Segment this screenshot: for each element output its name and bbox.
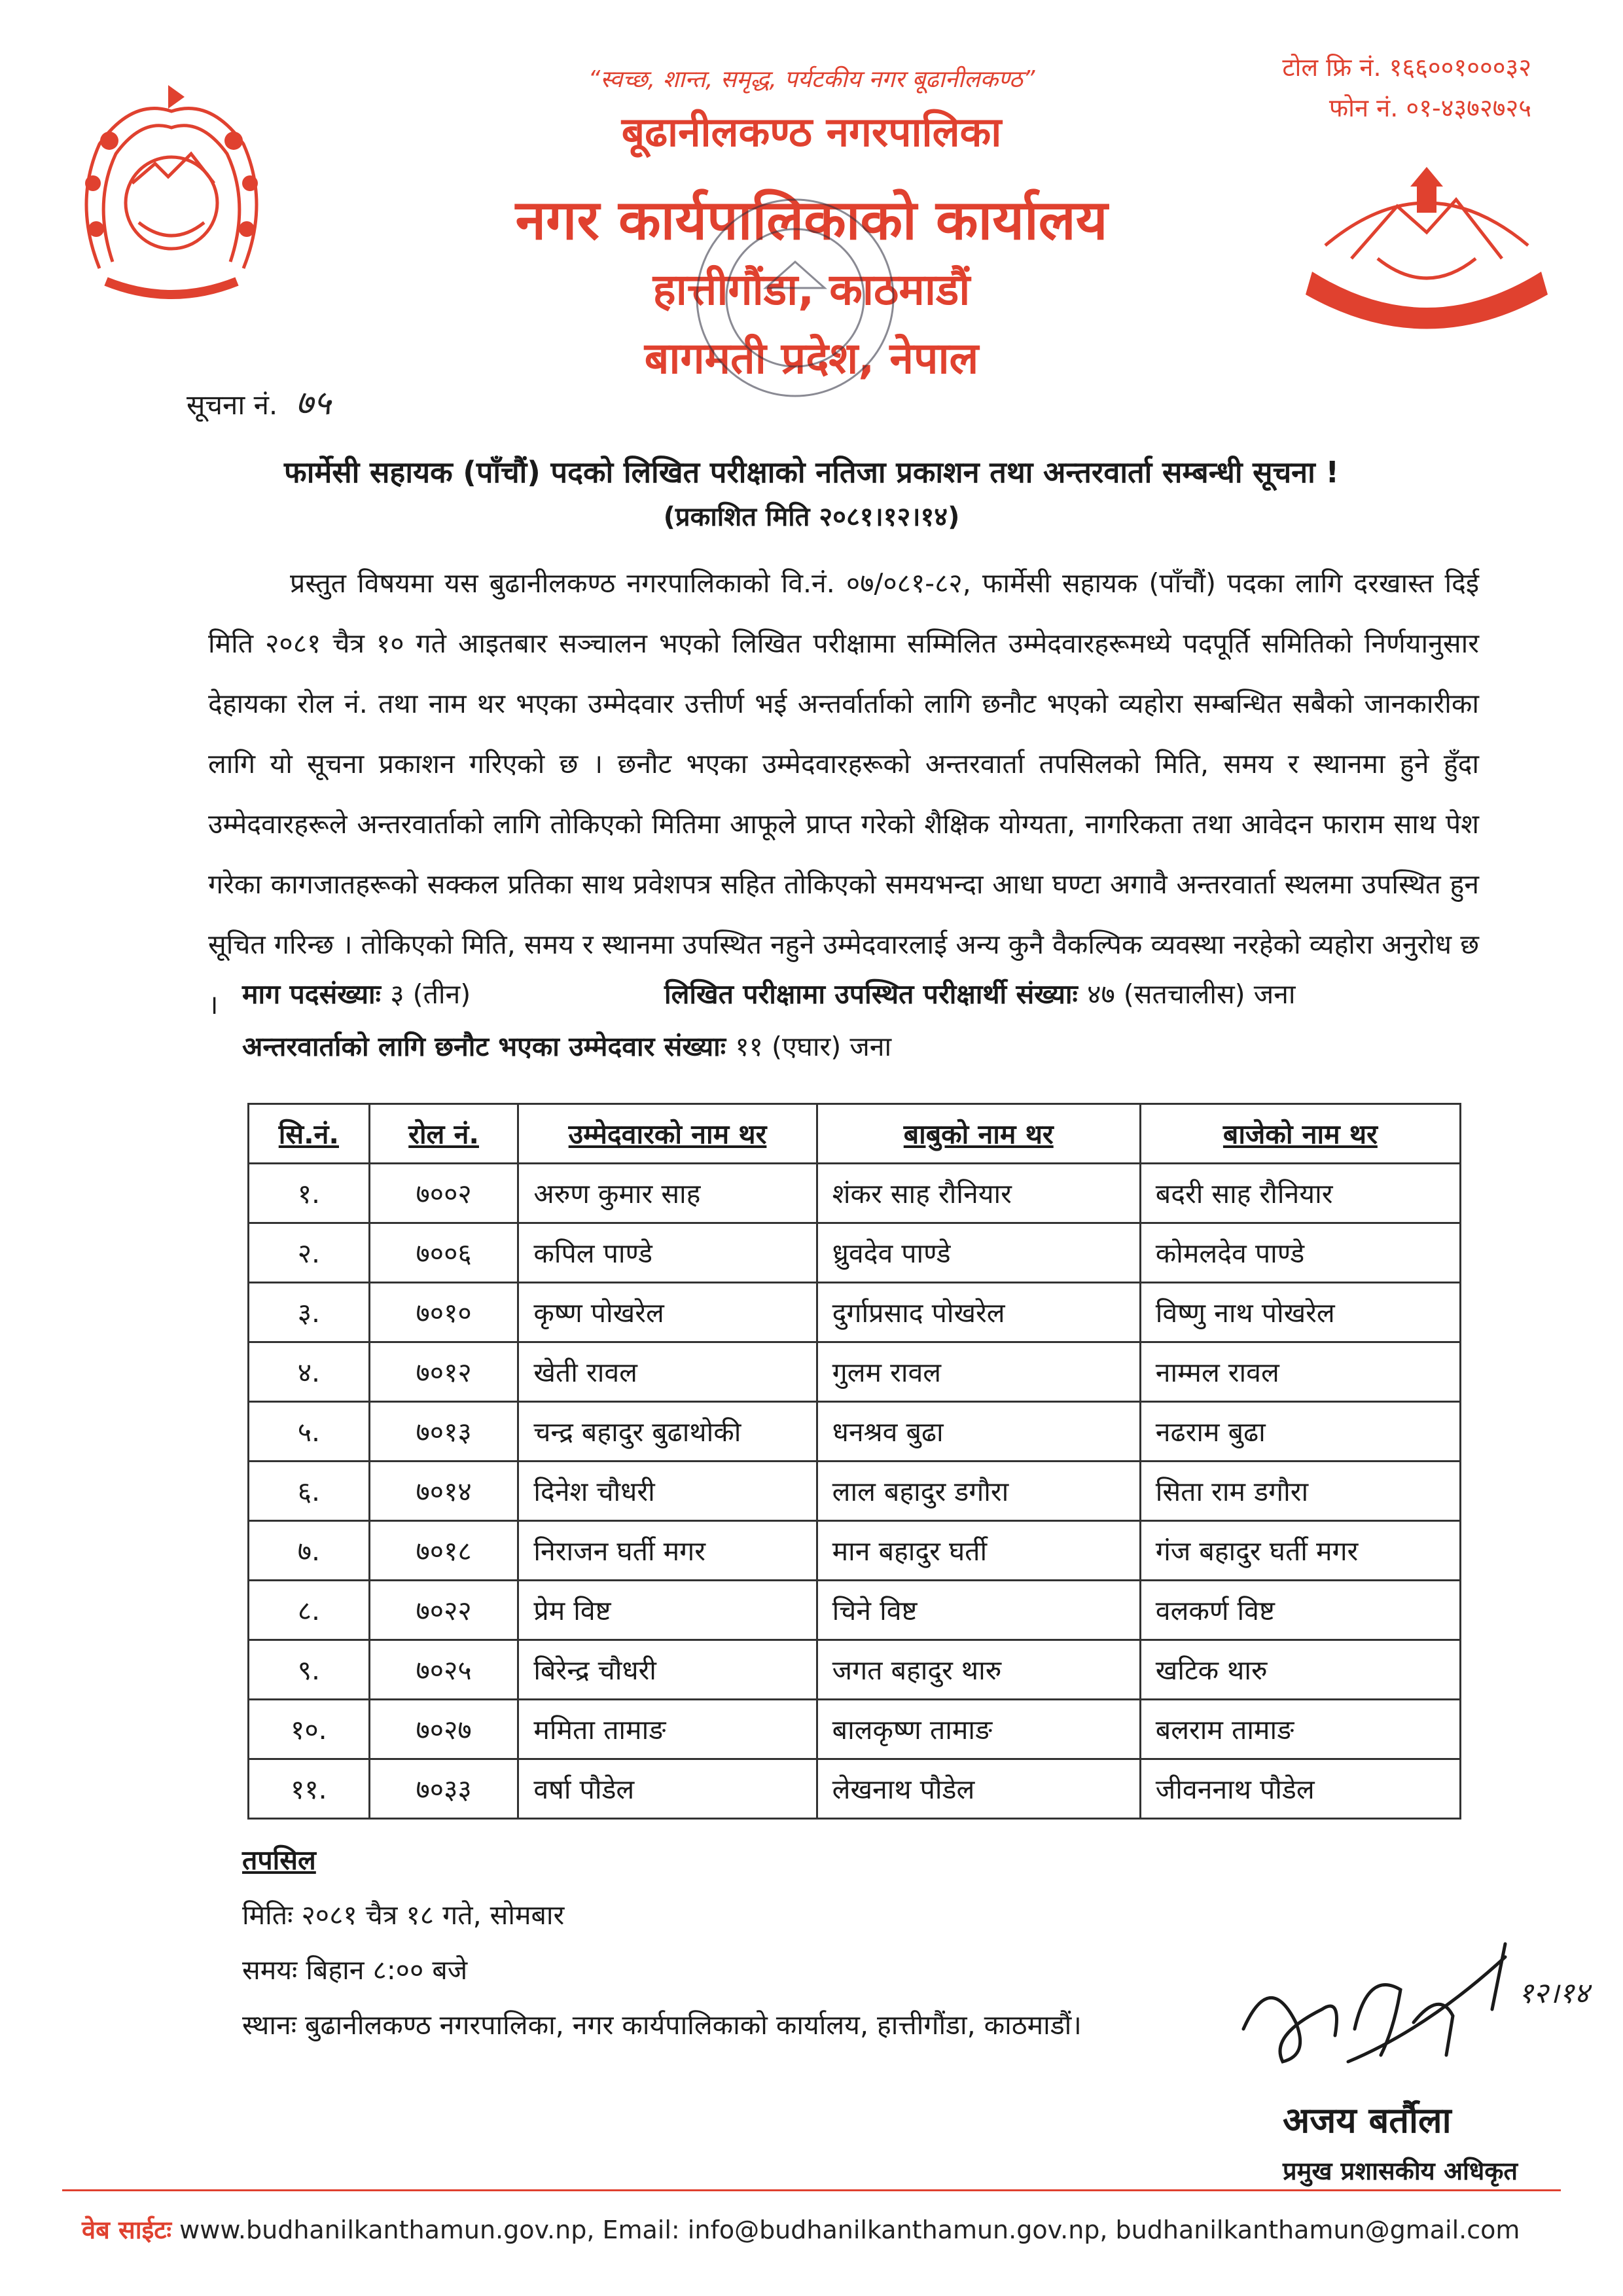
candidate-cell: प्रेम विष्ट (518, 1581, 817, 1640)
grandfather-cell: खटिक थारु (1140, 1640, 1460, 1700)
selected-label: अन्तरवार्ताको लागि छनौट भएका उम्मेदवार संख्याः (242, 1031, 726, 1062)
roll-cell: ७०२५ (369, 1640, 518, 1700)
table-row (249, 1759, 1461, 1819)
notice-body-text: प्रस्तुत विषयमा यस बुढानीलकण्ठ नगरपालिकाको वि.नं. ०७/०८१-८२, फार्मेसी सहायक (पाँचौं) पदका लागि दरखास्त दिई मिति २०८१ चैत्र १० गते आइतबार सञ्चालन भएको लिखित परीक्षामा सम्मिलित उम्मेदवारहरूमध्ये पदपूर्ति समितिको निर्णयानुसार देहायका रोल नं. तथा नाम थर भएका उम्मेदवार उत्तीर्ण भई अन्तर्वार्ताको लागि छनौट भएको व्यहोरा सम्बन्धित सबैको जानकारीका लागि यो सूचना प्रकाशन गरिएको छ । छनौट भएका उम्मेदवारहरूको अन्तरवार्ता तपसिलको मिति, समय र स्थानमा हुने हुँदा उम्मेदवारहरूले अन्तरवार्ताको लागि तोकिएको मितिमा आफूले प्राप्त गरेको शैक्षिक योग्यता, नागरिकता तथा आवेदन फाराम साथ पेश गरेका कागजातहरूको सक्कल प्रतिका साथ प्रवेशपत्र सहित तोकिएको समयभन्दा आधा घण्टा अगावै अन्तरवार्ता स्थलमा उपस्थित हुन सूचित गरिन्छ । तोकिएको मिति, समय र स्थानमा उपस्थित नहुने उम्मेदवारलाई अन्य कुनै वैकल्पिक व्यवस्था नरहेको व्यहोरा अनुरोध छ । (208, 567, 1479, 1020)
header-grandfather: बाजेको नाम थर (1140, 1104, 1460, 1164)
grandfather-cell: नाम्मल रावल (1140, 1342, 1460, 1402)
results-table (247, 1103, 1461, 1820)
roll-cell: ७०२२ (369, 1581, 518, 1640)
candidate-cell: निराजन घर्ती मगर (518, 1521, 817, 1581)
grandfather-cell: गंज बहादुर घर्ती मगर (1140, 1521, 1460, 1581)
candidate-cell: ममिता तामाङ (518, 1700, 817, 1759)
grandfather-cell: बलराम तामाङ (1140, 1700, 1460, 1759)
schedule-block (242, 1833, 1082, 2053)
table-row (249, 1164, 1461, 1223)
selected-value: ११ (एघार) जना (735, 1031, 892, 1062)
candidate-cell: बिरेन्द्र चौधरी (518, 1640, 817, 1700)
serial-cell: ११. (249, 1759, 370, 1819)
father-cell: मान बहादुर घर्ती (817, 1521, 1140, 1581)
father-cell: बालकृष्ण तामाङ (817, 1700, 1140, 1759)
selected-count (242, 1028, 891, 1064)
father-cell: दुर्गाप्रसाद पोखरेल (817, 1283, 1140, 1342)
roll-cell: ७०१२ (369, 1342, 518, 1402)
motto: “स्वच्छ, शान्त, समृद्ध, पर्यटकीय नगर बूढानीलकण्ठ” (588, 66, 1035, 93)
header-roll: रोल नं. (369, 1104, 518, 1164)
notice-title: फार्मेसी सहायक (पाँचौं) पदको लिखित परीक्षाको नतिजा प्रकाशन तथा अन्तरवार्ता सम्बन्धी सूचना ! (284, 455, 1339, 490)
candidate-cell: कृष्ण पोखरेल (518, 1283, 817, 1342)
roll-cell: ७०१३ (369, 1402, 518, 1462)
header-candidate: उम्मेदवारको नाम थर (518, 1104, 817, 1164)
footer-contact[interactable]: www.budhanilkanthamun.gov.np, Email: info@budhanilkanthamun.gov.np, budhanilkanthamun@gmail.com (179, 2215, 1520, 2244)
grandfather-cell: बदरी साह रौनियार (1140, 1164, 1460, 1223)
father-cell: चिने विष्ट (817, 1581, 1140, 1640)
candidate-cell: दिनेश चौधरी (518, 1462, 817, 1521)
serial-cell: ७. (249, 1521, 370, 1581)
grandfather-cell: नढराम बुढा (1140, 1402, 1460, 1462)
candidate-cell: वर्षा पौडेल (518, 1759, 817, 1819)
table-row (249, 1342, 1461, 1402)
municipality-name: बूढानीलकण्ठ नगरपालिका (621, 108, 1002, 156)
signer-name: अजय बर्तौला (1283, 2100, 1452, 2141)
roll-cell: ७०२७ (369, 1700, 518, 1759)
candidate-cell: खेती रावल (518, 1342, 817, 1402)
serial-cell: ३. (249, 1283, 370, 1342)
serial-cell: ९. (249, 1640, 370, 1700)
father-cell: लाल बहादुर डगौरा (817, 1462, 1140, 1521)
present-value: ४७ (सतचालीस) जना (1087, 978, 1296, 1010)
table-row (249, 1462, 1461, 1521)
table-row (249, 1283, 1461, 1342)
serial-cell: १. (249, 1164, 370, 1223)
demand-value: ३ (तीन) (390, 978, 471, 1010)
roll-cell: ७०३३ (369, 1759, 518, 1819)
header-serial: सि.नं. (249, 1104, 370, 1164)
notice-body (208, 553, 1479, 1035)
notice-number-value: ७५ (295, 384, 331, 423)
father-cell: जगत बहादुर थारु (817, 1640, 1140, 1700)
demand-count (242, 975, 471, 1012)
grandfather-cell: विष्णु नाथ पोखरेल (1140, 1283, 1460, 1342)
father-cell: ध्रुवदेव पाण्डे (817, 1223, 1140, 1283)
table-row (249, 1521, 1461, 1581)
serial-cell: १०. (249, 1700, 370, 1759)
footer-label: वेब साईटः (82, 2215, 172, 2244)
table-row (249, 1640, 1461, 1700)
serial-cell: ८. (249, 1581, 370, 1640)
father-cell: शंकर साह रौनियार (817, 1164, 1140, 1223)
grandfather-cell: सिता राम डगौरा (1140, 1462, 1460, 1521)
roll-cell: ७०१४ (369, 1462, 518, 1521)
toll-free-number: टोल फ्रि नं. १६६००१०००३२ (1282, 53, 1531, 82)
schedule-place: स्थानः बुढानीलकण्ठ नगरपालिका, नगर कार्यपालिकाको कार्यालय, हात्तीगौंडा, काठमाडौं। (242, 2009, 1082, 2041)
table-header-row (249, 1104, 1461, 1164)
candidate-cell: कपिल पाण्डे (518, 1223, 817, 1283)
municipal-logo-icon (1299, 147, 1554, 344)
father-cell: लेखनाथ पौडेल (817, 1759, 1140, 1819)
grandfather-cell: जीवननाथ पौडेल (1140, 1759, 1460, 1819)
grandfather-cell: वलकर्ण विष्ट (1140, 1581, 1460, 1640)
footer (82, 2212, 1520, 2246)
schedule-date: मितिः २०८१ चैत्र १८ गते, सोमबार (242, 1899, 565, 1931)
grandfather-cell: कोमलदेव पाण्डे (1140, 1223, 1460, 1283)
signer-title: प्रमुख प्रशासकीय अधिकृत (1283, 2157, 1518, 2185)
serial-cell: २. (249, 1223, 370, 1283)
father-cell: गुलम रावल (817, 1342, 1140, 1402)
serial-cell: ४. (249, 1342, 370, 1402)
candidate-cell: चन्द्र बहादुर बुढाथोकी (518, 1402, 817, 1462)
father-cell: धनश्रव बुढा (817, 1402, 1140, 1462)
candidate-cell: अरुण कुमार साह (518, 1164, 817, 1223)
published-date: (प्रकाशित मिति २०८१।१२।१४) (663, 502, 960, 532)
present-count (664, 975, 1296, 1012)
demand-label: माग पदसंख्याः (242, 978, 381, 1010)
table-row (249, 1581, 1461, 1640)
schedule-heading: तपसिल (242, 1844, 316, 1876)
notice-number (187, 378, 331, 425)
serial-cell: ६. (249, 1462, 370, 1521)
phone-number: फोन नं. ०१-४३७२७२५ (1329, 94, 1531, 122)
table-row (249, 1402, 1461, 1462)
header-father: बाबुको नाम थर (817, 1104, 1140, 1164)
table-row (249, 1700, 1461, 1759)
schedule-time: समयः बिहान ८:०० बजे (242, 1954, 468, 1986)
roll-cell: ७००६ (369, 1223, 518, 1283)
present-label: लिखित परीक्षामा उपस्थित परीक्षार्थी संख्याः (664, 978, 1078, 1010)
roll-cell: ७००२ (369, 1164, 518, 1223)
province-name: बागमती प्रदेश, नेपाल (644, 333, 979, 384)
roll-cell: ७०१० (369, 1283, 518, 1342)
office-name: नगर कार्यपालिकाको कार्यालय (515, 188, 1108, 252)
footer-divider (62, 2189, 1561, 2191)
nepal-emblem-icon (60, 72, 283, 308)
office-stamp-icon (687, 190, 903, 406)
notice-number-label: सूचना नं. (187, 389, 278, 421)
table-row (249, 1223, 1461, 1283)
office-location: हात्तीगौंडा, काठमाडौं (652, 264, 971, 315)
serial-cell: ५. (249, 1402, 370, 1462)
handwritten-date: १२।१४ (1518, 1977, 1590, 2010)
roll-cell: ७०१८ (369, 1521, 518, 1581)
